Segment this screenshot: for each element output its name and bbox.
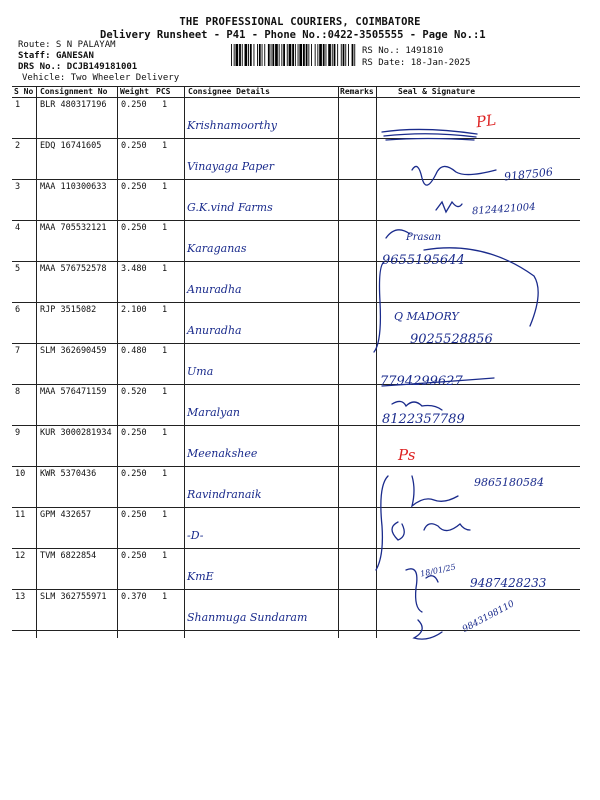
col-header-weight: Weight: [120, 87, 149, 96]
row-sno: 1: [15, 100, 21, 110]
phone-row-7: 7794299627: [380, 374, 463, 389]
row-consignee: KmE: [187, 570, 214, 583]
company-title: THE PROFESSIONAL COURIERS, COIMBATORE: [179, 16, 421, 28]
drs-row: [18, 62, 137, 72]
signature-row-10: [412, 476, 458, 506]
rs-date: RS Date: 18-Jan-2025: [362, 58, 471, 68]
bracket-row-10-11: [376, 476, 388, 570]
col-header-remarks: Remarks: [340, 87, 374, 96]
row-pcs: 1: [162, 428, 168, 438]
row-consignment-no: BLR 480317196: [40, 100, 107, 110]
row-sno: 10: [15, 469, 26, 479]
row-consignment-no: RJP 3515082: [40, 305, 97, 315]
row-sno: 6: [15, 305, 21, 315]
row-divider: [12, 261, 580, 262]
row-pcs: 1: [162, 592, 168, 602]
staff-name: GANESAN: [55, 51, 94, 61]
row-sno: 12: [15, 551, 26, 561]
row-weight: 3.480: [121, 264, 147, 274]
row-sno: 8: [15, 387, 21, 397]
row-pcs: 1: [162, 182, 168, 192]
row-pcs: 1: [162, 510, 168, 520]
col-header-seal: Seal & Signature: [398, 87, 476, 96]
row-weight: 0.370: [121, 592, 147, 602]
row-consignee: Meenakshee: [187, 447, 258, 460]
row-divider: [12, 548, 580, 549]
row-consignment-no: KWR 5370436: [40, 469, 97, 479]
row-pcs: 1: [162, 387, 168, 397]
row-consignment-no: MAA 705532121: [40, 223, 107, 233]
phone-row-10: 9865180584: [474, 476, 544, 489]
barcode-image: [231, 44, 356, 66]
name-row-4: Prasan: [406, 232, 442, 243]
signature-row-11: [392, 522, 470, 540]
row-consignment-no: KUR 3000281934: [40, 428, 112, 438]
phone-row-12: 9487428233: [470, 576, 547, 590]
row-pcs: 1: [162, 469, 168, 479]
row-divider: [12, 466, 580, 467]
row-divider: [12, 507, 580, 508]
row-consignee: -D-: [187, 529, 204, 542]
row-consignee: Anuradha: [187, 283, 242, 296]
row-weight: 0.250: [121, 182, 147, 192]
row-divider: [12, 384, 580, 385]
row-consignment-no: SLM 362690459: [40, 346, 107, 356]
row-consignment-no: MAA 576752578: [40, 264, 107, 274]
row-consignee: Krishnamoorthy: [187, 119, 278, 132]
signature-row-3: [436, 202, 462, 212]
row-pcs: 1: [162, 305, 168, 315]
row-sno: 3: [15, 182, 21, 192]
date-row-12: 18/01/25: [419, 562, 457, 579]
row-pcs: 1: [162, 346, 168, 356]
col-header-consignment: Consignment No: [40, 87, 108, 96]
row-divider: [12, 138, 580, 139]
col-divider: [184, 86, 185, 638]
col-header-consignee: Consignee Details: [188, 87, 270, 96]
name-row-6: Q MADORY: [394, 310, 459, 323]
signature-row-2: [412, 166, 496, 185]
row-divider: [12, 630, 580, 631]
row-divider: [12, 302, 580, 303]
row-pcs: 1: [162, 551, 168, 561]
vehicle-label: Vehicle: Two Wheeler Delivery: [22, 73, 180, 83]
row-consignment-no: MAA 110300633: [40, 182, 107, 192]
row-pcs: 1: [162, 141, 168, 151]
row-sno: 2: [15, 141, 21, 151]
row-consignee: Uma: [187, 365, 214, 378]
row-consignment-no: MAA 576471159: [40, 387, 107, 397]
row-consignee: Shanmuga Sundaram: [187, 611, 308, 624]
row-consignee: Vinayaga Paper: [187, 160, 275, 173]
row-pcs: 1: [162, 100, 168, 110]
col-divider: [36, 86, 37, 638]
route-label: Route: S N PALAYAM: [18, 40, 116, 50]
row-sno: 5: [15, 264, 21, 274]
table-header-border: [12, 97, 580, 98]
row-consignment-no: TVM 6822854: [40, 551, 97, 561]
col-header-pcs: PCS: [156, 87, 171, 96]
row-sno: 11: [15, 510, 26, 520]
row-consignee: Ravindranaik: [187, 488, 262, 501]
row-weight: 0.480: [121, 346, 147, 356]
row-weight: 0.250: [121, 223, 147, 233]
drs-number: DCJB149181001: [66, 62, 138, 72]
rs-number: RS No.: 1491810: [362, 46, 444, 56]
row-consignment-no: SLM 362755971: [40, 592, 107, 602]
col-header-sno: S No: [14, 87, 34, 96]
row-consignee: Karaganas: [187, 242, 247, 255]
row-divider: [12, 220, 580, 221]
stamp-row-9: Ps: [398, 446, 416, 464]
row-weight: 0.250: [121, 141, 147, 151]
signature-row-8: [392, 401, 442, 410]
phone-row-3: 8124421004: [471, 201, 536, 218]
row-pcs: 1: [162, 264, 168, 274]
row-consignee: Anuradha: [187, 324, 242, 337]
row-consignment-no: EDQ 16741605: [40, 141, 102, 151]
row-consignee: Maralyan: [187, 406, 241, 419]
row-weight: 0.520: [121, 387, 147, 397]
drs-label: DRS No.:: [18, 62, 62, 72]
row-sno: 7: [15, 346, 21, 356]
runsheet-title: Delivery Runsheet - P41 - Phone No.:0422-3505555 - Page No.:1: [100, 29, 486, 41]
row-consignee: G.K.vind Farms: [187, 201, 273, 214]
phone-row-8: 8122357789: [382, 412, 465, 427]
col-divider: [338, 86, 339, 638]
row-sno: 4: [15, 223, 21, 233]
row-weight: 0.250: [121, 551, 147, 561]
row-weight: 0.250: [121, 100, 147, 110]
phone-row-6: 9025528856: [410, 332, 493, 347]
staff-label: Staff:: [18, 51, 51, 61]
phone-row-5: 9655195644: [382, 253, 465, 268]
col-divider: [117, 86, 118, 638]
col-divider: [376, 86, 377, 638]
row-weight: 0.250: [121, 510, 147, 520]
stamp-row-1: PL: [474, 110, 498, 132]
row-weight: 2.100: [121, 305, 147, 315]
staff-row: [18, 51, 94, 61]
row-sno: 13: [15, 592, 26, 602]
phone-row-13: 9843198110: [461, 599, 517, 635]
row-weight: 0.250: [121, 428, 147, 438]
row-pcs: 1: [162, 223, 168, 233]
row-sno: 9: [15, 428, 21, 438]
row-divider: [12, 179, 580, 180]
row-divider: [12, 343, 580, 344]
phone-row-2: 9187506: [503, 165, 554, 184]
row-weight: 0.250: [121, 469, 147, 479]
row-divider: [12, 425, 580, 426]
row-consignment-no: GPM 432657: [40, 510, 92, 520]
